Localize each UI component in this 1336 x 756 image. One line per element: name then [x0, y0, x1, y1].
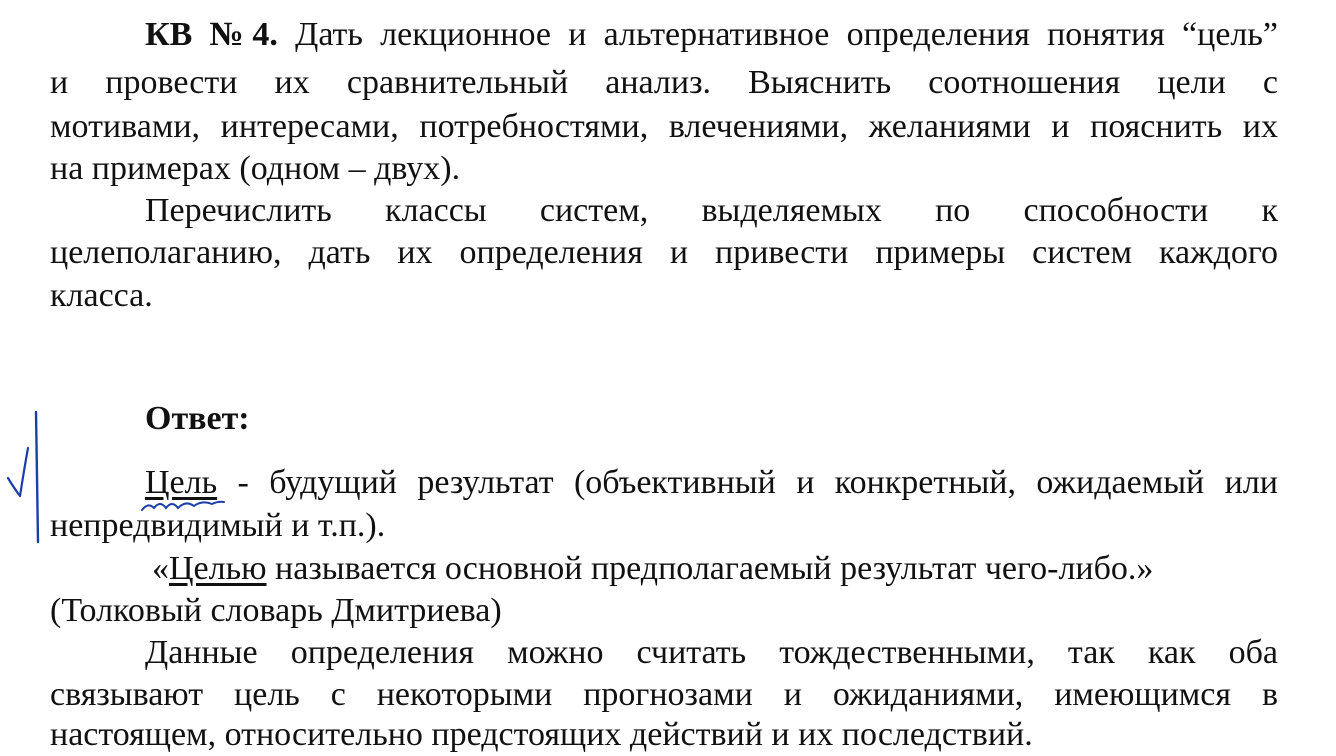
question-line-4: на примерах (одном – двух). — [50, 150, 461, 187]
answer-heading — [145, 398, 1278, 440]
answer-heading-text: Ответ: — [145, 400, 250, 437]
definition-line-2: непредвидимый и т.п.). — [50, 507, 386, 544]
question-label: КВ №4. — [145, 16, 278, 53]
question-line-1 — [145, 14, 1278, 56]
quote-term: Целью — [169, 550, 267, 587]
quote-text: называется основной предполагаемый результат чего-либо.» — [266, 550, 1154, 587]
quote-open: « — [152, 550, 169, 587]
conclusion-line-1: Данные определения можно считать тождественными, так как оба — [145, 634, 1278, 671]
definition-text: - будущий результат (объективный и конкретный, ожидаемый или — [217, 464, 1278, 501]
question-line-3: мотивами, интересами, потребностями, влечениями, желаниями и пояснить их — [50, 108, 1278, 145]
question-text-1: Дать лекционное и альтернативное определения понятия “цель” — [295, 16, 1278, 53]
conclusion-line-3: настоящем, относительно предстоящих действий и их последствий. — [50, 716, 1033, 753]
question-p2-line-2: целеполаганию, дать их определения и привести примеры систем каждого — [50, 234, 1278, 271]
definition-term: Цель — [145, 464, 218, 501]
definition-line-1 — [145, 462, 1278, 504]
question-line-2: и провести их сравнительный анализ. Выяснить соотношения цели с — [50, 64, 1278, 101]
quote-line — [152, 548, 1336, 590]
conclusion-line-2: связывают цель с некоторыми прогнозами и ожиданиями, имеющимся в — [50, 676, 1278, 713]
quote-source: (Толковый словарь Дмитриева) — [50, 592, 502, 629]
question-p2-line-1: Перечислить классы систем, выделяемых по способности к — [145, 192, 1278, 229]
question-p2-line-3: класса. — [50, 277, 153, 314]
